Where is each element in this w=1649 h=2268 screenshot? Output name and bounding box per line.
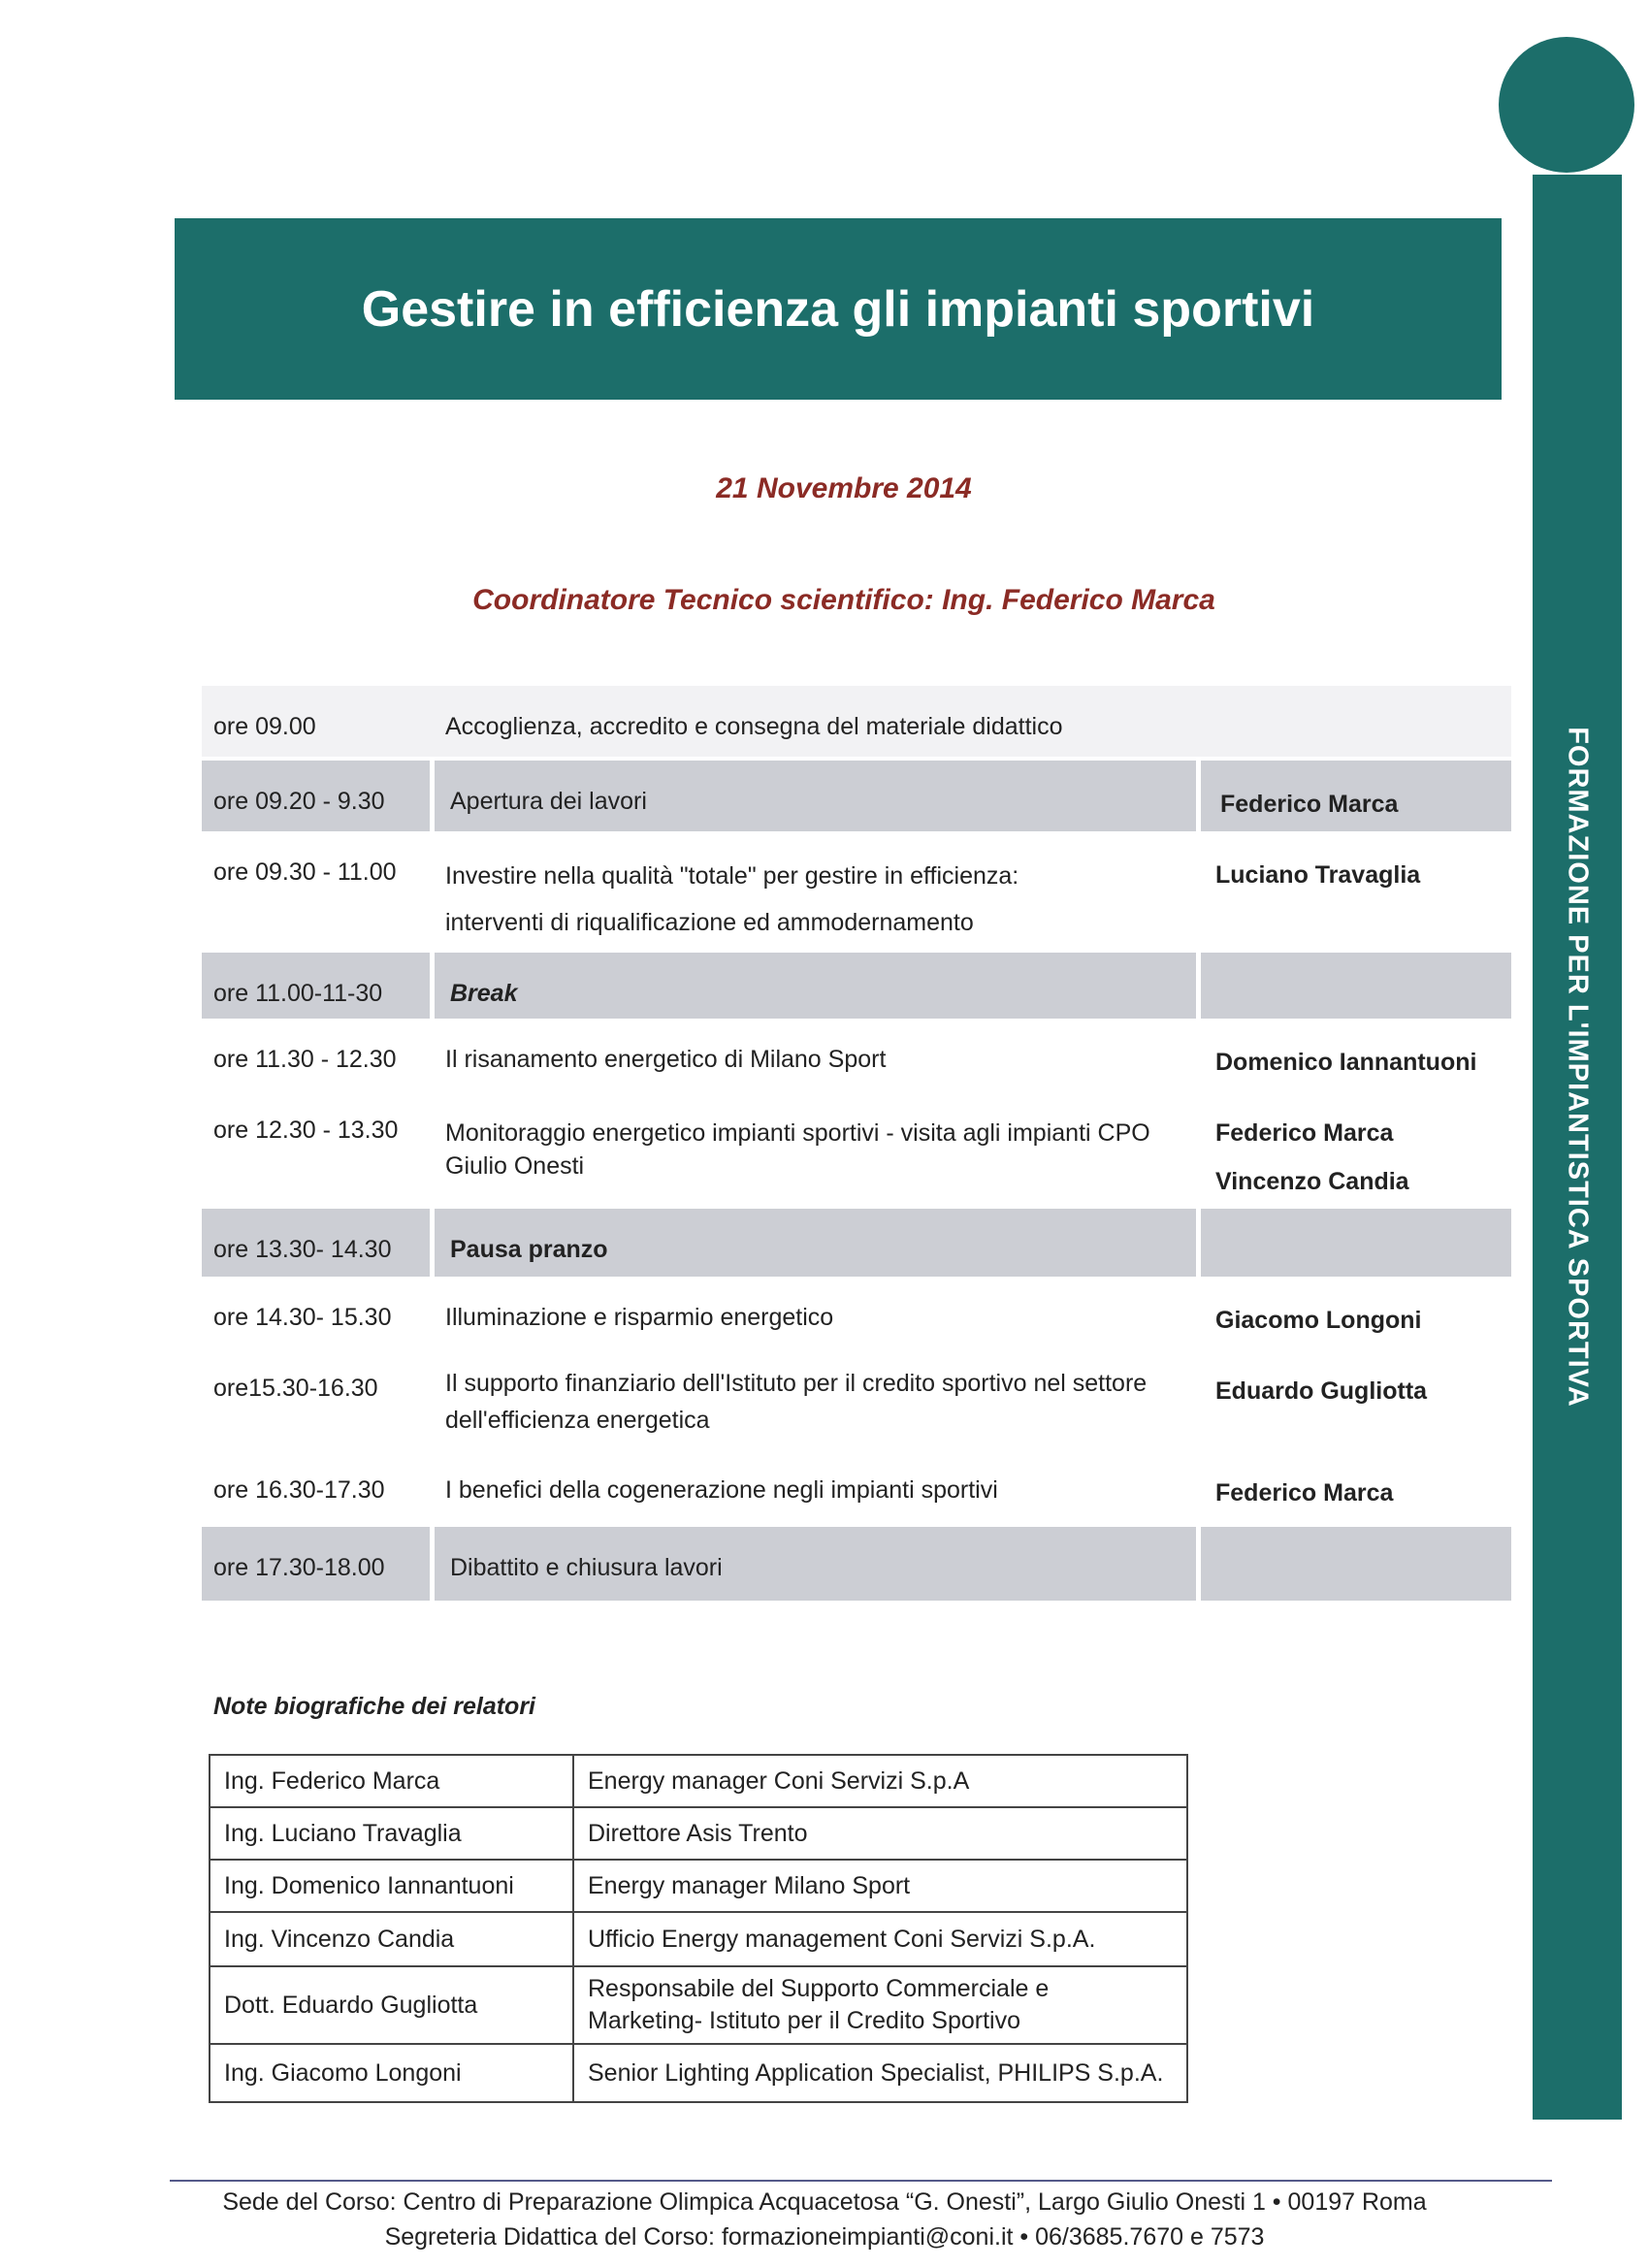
bio-row <box>210 1807 1187 1860</box>
agenda-topic-line: Il supporto finanziario dell'Istituto per il credito sportivo nel settore <box>445 1370 1148 1397</box>
agenda-row <box>202 1449 1511 1527</box>
agenda-row <box>202 1347 1511 1449</box>
agenda-topic-line: Monitoraggio energetico impianti sportivi - visita agli impianti CPO <box>445 1119 1150 1147</box>
bio-role: Direttore Asis Trento <box>573 1807 1187 1860</box>
agenda-topic-line: Giulio Onesti <box>445 1152 585 1180</box>
bio-notes-heading: Note biografiche dei relatori <box>213 1693 536 1720</box>
agenda-time: ore 11.30 - 12.30 <box>213 1046 397 1073</box>
agenda-topic <box>430 1347 1196 1449</box>
agenda-speaker-line: Federico Marca <box>1215 1119 1394 1147</box>
bio-role-line: Marketing- Istituto per il Credito Sportivo <box>588 2007 1021 2034</box>
agenda-speaker <box>1201 953 1511 1019</box>
agenda-row <box>202 1209 1511 1277</box>
bio-role: Energy manager Coni Servizi S.p.A <box>573 1755 1187 1807</box>
bio-table <box>209 1754 1188 2103</box>
agenda-topic: Break <box>435 953 1196 1019</box>
bio-name: Ing. Domenico Iannantuoni <box>210 1860 573 1912</box>
agenda-time: ore 14.30- 15.30 <box>213 1304 392 1331</box>
bio-row <box>210 1966 1187 2044</box>
agenda-time: ore 11.00-11-30 <box>202 953 430 1019</box>
agenda-row <box>202 831 1511 953</box>
bio-row <box>210 1755 1187 1807</box>
bio-name: Ing. Federico Marca <box>210 1755 573 1807</box>
agenda-topic <box>430 1089 1196 1209</box>
agenda-time: ore 16.30-17.30 <box>213 1476 385 1504</box>
agenda-time: ore15.30-16.30 <box>213 1375 378 1402</box>
agenda-topic-line: dell'efficienza energetica <box>445 1407 710 1434</box>
agenda-speaker <box>1196 1089 1511 1209</box>
agenda-topic: Accoglienza, accredito e consegna del materiale didattico <box>430 686 1196 757</box>
agenda-speaker: Federico Marca <box>1201 761 1511 831</box>
footer-contacts: Segreteria Didattica del Corso: formazioneimpianti@coni.it • 06/3685.7670 e 7573 <box>384 2223 1265 2251</box>
title-band <box>175 218 1502 400</box>
agenda-speaker <box>1196 686 1511 757</box>
bio-name: Dott. Eduardo Gugliotta <box>210 1966 573 2044</box>
bio-role-line: Responsabile del Supporto Commerciale e <box>588 1975 1050 2002</box>
bio-row <box>210 1912 1187 1966</box>
agenda-speaker: Domenico Iannantuoni <box>1215 1049 1477 1076</box>
bio-role: Senior Lighting Application Specialist, PHILIPS S.p.A. <box>573 2044 1187 2102</box>
agenda-row <box>202 686 1511 757</box>
agenda-speaker: Giacomo Longoni <box>1215 1307 1422 1334</box>
agenda-topic <box>430 831 1196 953</box>
agenda-row <box>202 1019 1511 1089</box>
agenda-row <box>202 1089 1511 1209</box>
agenda-topic: Il risanamento energetico di Milano Sport <box>445 1046 887 1073</box>
decorative-circle <box>1499 37 1634 173</box>
agenda-time: ore 09.00 <box>202 686 430 757</box>
agenda-topic-line: Investire nella qualità "totale" per gestire in efficienza: <box>445 862 1019 890</box>
page-title: Gestire in efficienza gli impianti sportivi <box>361 280 1315 338</box>
agenda-topic: Illuminazione e risparmio energetico <box>445 1304 834 1331</box>
bio-row <box>210 2044 1187 2102</box>
bio-name: Ing. Giacomo Longoni <box>210 2044 573 2102</box>
bio-row <box>210 1860 1187 1912</box>
bio-role: Energy manager Milano Sport <box>573 1860 1187 1912</box>
bio-role <box>573 1966 1187 2044</box>
footer-address: Sede del Corso: Centro di Preparazione Olimpica Acquacetosa “G. Onesti”, Largo Giulio Onesti 1 • 00197 Roma <box>222 2188 1427 2216</box>
agenda-time: ore 09.20 - 9.30 <box>202 761 430 831</box>
bio-role: Ufficio Energy management Coni Servizi S.p.A. <box>573 1912 1187 1966</box>
agenda-speaker <box>1201 1209 1511 1277</box>
agenda-time: ore 12.30 - 13.30 <box>213 1117 399 1144</box>
coordinator-line: Coordinatore Tecnico scientifico: Ing. Federico Marca <box>472 584 1215 616</box>
agenda-topic-line: interventi di riqualificazione ed ammodernamento <box>445 909 974 936</box>
agenda-time: ore 17.30-18.00 <box>202 1527 430 1601</box>
agenda-topic: Pausa pranzo <box>435 1209 1196 1277</box>
bio-name: Ing. Vincenzo Candia <box>210 1912 573 1966</box>
agenda-time: ore 09.30 - 11.00 <box>213 859 397 886</box>
agenda-row <box>202 1527 1511 1601</box>
footer-divider <box>170 2180 1552 2182</box>
agenda-speaker: Eduardo Gugliotta <box>1215 1377 1428 1405</box>
agenda-row <box>202 761 1511 831</box>
agenda-speaker-line: Vincenzo Candia <box>1215 1168 1409 1195</box>
agenda-row <box>202 1277 1511 1347</box>
agenda-topic: Dibattito e chiusura lavori <box>435 1527 1196 1601</box>
agenda-speaker: Federico Marca <box>1215 1479 1394 1507</box>
agenda-time: ore 13.30- 14.30 <box>202 1209 430 1277</box>
agenda-topic: Apertura dei lavori <box>435 761 1196 831</box>
bio-name: Ing. Luciano Travaglia <box>210 1807 573 1860</box>
agenda-table <box>202 686 1511 1601</box>
agenda-speaker <box>1201 1527 1511 1601</box>
agenda-row <box>202 953 1511 1019</box>
event-date: 21 Novembre 2014 <box>716 472 972 504</box>
side-banner-label: FORMAZIONE PER L'IMPIANTISTICA SPORTIVA <box>1562 727 1594 1408</box>
agenda-speaker: Luciano Travaglia <box>1215 861 1421 889</box>
agenda-topic: I benefici della cogenerazione negli impianti sportivi <box>445 1476 998 1504</box>
